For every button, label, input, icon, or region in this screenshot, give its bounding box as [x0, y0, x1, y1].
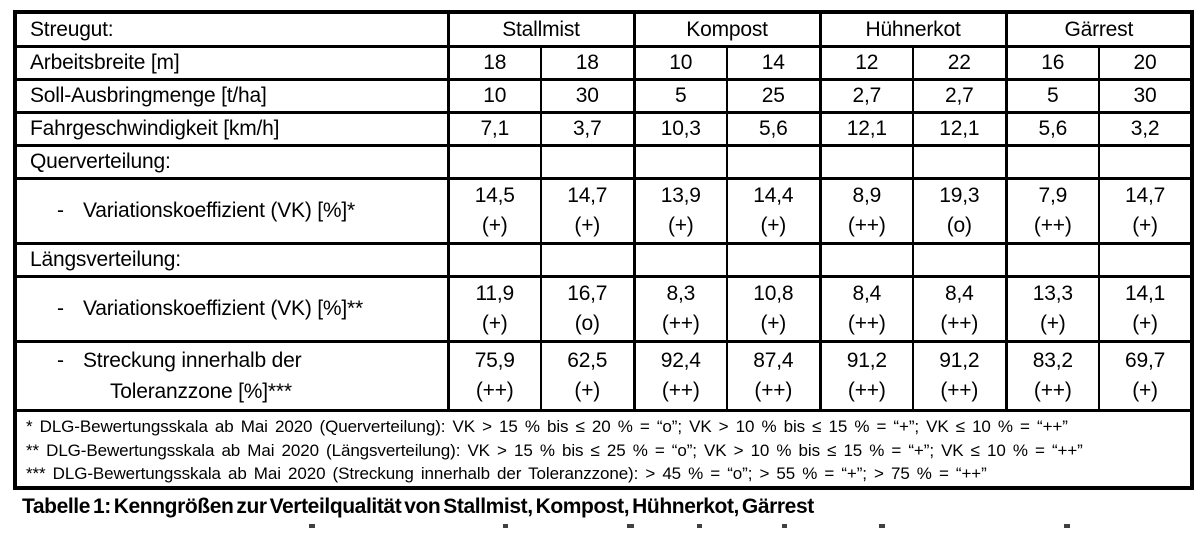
group-header-huehnerkot: Hühnerkot [820, 12, 1006, 47]
footnote-querverteilung: * DLG-Bewertungsskala ab Mai 2020 (Querverteilung): VK > 15 % bis ≤ 20 % = “o”; VK > 10 % bis ≤ 15 % = “+”; VK ≤ 10 % = “++” [26, 417, 1068, 436]
value-cell: 87,4 (++) [727, 342, 820, 411]
row-label-soll-ausbringmenge: Soll-Ausbringmenge [t/ha] [15, 80, 448, 113]
row-label-text: Variationskoeffizient (VK) [%]** [83, 297, 363, 320]
row-label-arbeitsbreite: Arbeitsbreite [m] [15, 47, 448, 80]
value-cell: 92,4 (++) [634, 342, 727, 411]
value-cell: 2,7 [820, 80, 913, 113]
value-cell: 69,7 (+) [1099, 342, 1192, 411]
value-cell: 22 [913, 47, 1006, 80]
list-dash: - [57, 297, 64, 320]
verteilqualitaet-table [13, 10, 1194, 490]
value-cell: 16,7 (o) [541, 277, 634, 342]
value-cell: 14,7 (+) [1099, 179, 1192, 244]
value-cell: 10,8 (+) [727, 277, 820, 342]
value-cell: 14,5 (+) [448, 179, 541, 244]
empty-cell [634, 146, 727, 179]
value-cell: 13,3 (+) [1006, 277, 1099, 342]
cropped-text-mark [309, 524, 315, 528]
table-row-soll-ausbringmenge [15, 80, 1192, 113]
table-row-laengsverteilung-title [15, 244, 1192, 277]
empty-cell [448, 146, 541, 179]
table-row-arbeitsbreite [15, 47, 1192, 80]
value-cell: 2,7 [913, 80, 1006, 113]
value-cell: 5,6 [1006, 113, 1099, 146]
empty-cell [913, 146, 1006, 179]
empty-cell [1099, 244, 1192, 277]
row-label-streugut: Streugut: [15, 12, 448, 47]
value-cell: 7,1 [448, 113, 541, 146]
table-row-footnotes [15, 411, 1192, 488]
empty-cell [1006, 244, 1099, 277]
list-dash: - [57, 199, 64, 222]
value-cell: 30 [541, 80, 634, 113]
cropped-text-mark [1064, 524, 1070, 528]
cropped-text-mark [697, 524, 702, 528]
value-cell: 7,9 (++) [1006, 179, 1099, 244]
value-cell: 14,1 (+) [1099, 277, 1192, 342]
group-header-stallmist: Stallmist [448, 12, 634, 47]
value-cell: 14,4 (+) [727, 179, 820, 244]
value-cell: 30 [1099, 80, 1192, 113]
empty-cell [1099, 146, 1192, 179]
value-cell: 8,4 (++) [913, 277, 1006, 342]
value-cell: 12,1 [820, 113, 913, 146]
empty-cell [448, 244, 541, 277]
value-cell: 10 [634, 47, 727, 80]
section-title-laengsverteilung: Längsverteilung: [15, 244, 448, 277]
empty-cell [634, 244, 727, 277]
value-cell: 91,2 (++) [913, 342, 1006, 411]
empty-cell [820, 146, 913, 179]
empty-cell [541, 244, 634, 277]
value-cell: 8,4 (++) [820, 277, 913, 342]
row-label-streckung [15, 342, 448, 411]
value-cell: 13,9 (+) [634, 179, 727, 244]
footnote-laengsverteilung: ** DLG-Bewertungsskala ab Mai 2020 (Längsverteilung): VK > 15 % bis ≤ 25 % = “o”; VK > 10 % bis ≤ 15 % = “+”; VK ≤ 10 % = “++” [26, 440, 1083, 460]
value-cell: 75,9 (++) [448, 342, 541, 411]
value-cell: 10,3 [634, 113, 727, 146]
cropped-text-mark [782, 524, 787, 528]
group-header-kompost: Kompost [634, 12, 820, 47]
value-cell: 3,2 [1099, 113, 1192, 146]
value-cell: 5,6 [727, 113, 820, 146]
value-cell: 5 [1006, 80, 1099, 113]
value-cell: 83,2 (++) [1006, 342, 1099, 411]
value-cell: 12 [820, 47, 913, 80]
table-row-vk-quer [15, 179, 1192, 244]
empty-cell [820, 244, 913, 277]
cropped-text-mark [879, 524, 885, 528]
footnotes-cell [15, 411, 1192, 488]
section-title-querverteilung: Querverteilung: [15, 146, 448, 179]
group-header-gaerrest: Gärrest [1006, 12, 1192, 47]
value-cell: 14 [727, 47, 820, 80]
row-label-text: Streckung innerhalb der [83, 349, 302, 372]
table-caption: Tabelle 1: Kenngrößen zur Verteilqualität von Stallmist, Kompost, Hühnerkot, Gärrest [22, 495, 814, 518]
table-row-vk-laengs [15, 277, 1192, 342]
row-label-text: Variationskoeffizient (VK) [%]* [83, 199, 355, 222]
cropped-text-mark [503, 524, 508, 528]
empty-cell [913, 244, 1006, 277]
footnote-streckung: *** DLG-Bewertungsskala ab Mai 2020 (Streckung innerhalb der Toleranzzone): > 45 % = “o”; > 55 % = “+”; > 75 % = “++” [26, 464, 987, 483]
value-cell: 16 [1006, 47, 1099, 80]
empty-cell [1006, 146, 1099, 179]
row-label-fahrgeschwindigkeit: Fahrgeschwindigkeit [km/h] [15, 113, 448, 146]
cropped-text-mark [627, 524, 634, 528]
value-cell: 18 [448, 47, 541, 80]
table-row-streugut [15, 12, 1192, 47]
value-cell: 12,1 [913, 113, 1006, 146]
row-label-vk-quer [15, 179, 448, 244]
table-row-streckung [15, 342, 1192, 411]
row-label-text-line2: Toleranzzone [%]*** [110, 380, 292, 403]
value-cell: 8,3 (++) [634, 277, 727, 342]
value-cell: 5 [634, 80, 727, 113]
value-cell: 3,7 [541, 113, 634, 146]
value-cell: 20 [1099, 47, 1192, 80]
value-cell: 19,3 (o) [913, 179, 1006, 244]
table-row-fahrgeschwindigkeit [15, 113, 1192, 146]
value-cell: 8,9 (++) [820, 179, 913, 244]
empty-cell [727, 244, 820, 277]
value-cell: 18 [541, 47, 634, 80]
empty-cell [727, 146, 820, 179]
list-dash: - [57, 349, 64, 372]
value-cell: 14,7 (+) [541, 179, 634, 244]
row-label-vk-laengs [15, 277, 448, 342]
table-row-querverteilung-title [15, 146, 1192, 179]
empty-cell [541, 146, 634, 179]
value-cell: 11,9 (+) [448, 277, 541, 342]
value-cell: 91,2 (++) [820, 342, 913, 411]
value-cell: 62,5 (+) [541, 342, 634, 411]
value-cell: 25 [727, 80, 820, 113]
value-cell: 10 [448, 80, 541, 113]
